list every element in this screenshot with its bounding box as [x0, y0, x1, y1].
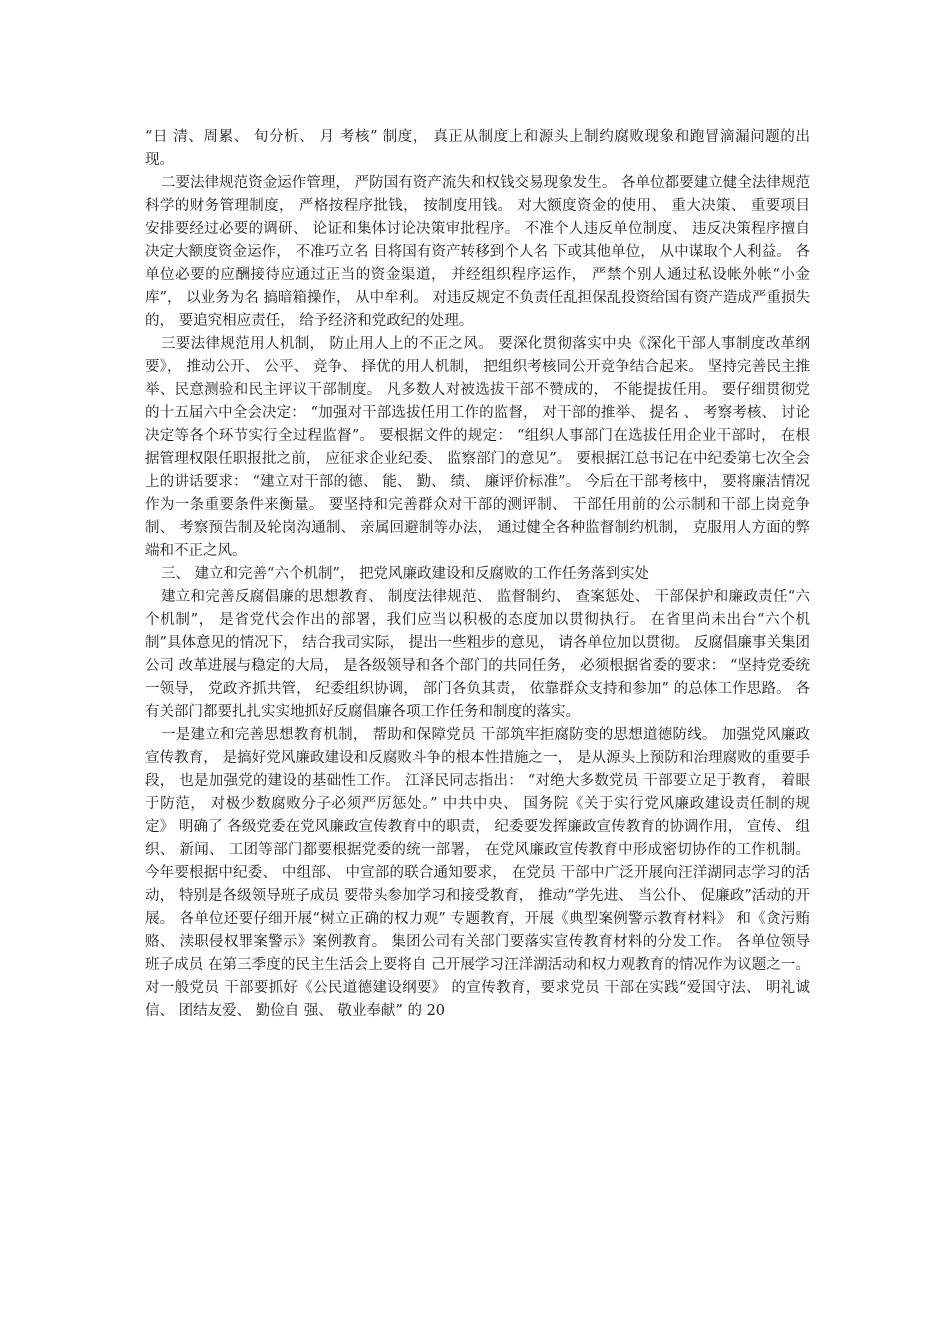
paragraph-six-mechanisms-intro: 建立和完善反腐倡廉的思想教育、 制度法律规范、 监督制约、 查案惩处、 干部保护和廉政责任“六个机制”， 是省党代会作出的部署，我们应当以积极的态度加以贯彻执行。 在省里尚未出台“六个机制”具体意见的情况下， 结合我司实际， 提出一些粗步的意见， 请各单位加以贯彻。 反腐倡廉事关集团公司 改革进展与稳定的大局， 是各级领导和各个部门的共同任务， 必须根据省委的要求： “坚持党委统一领导， 党政齐抓共管， 纪委组织协调， 部门各负其责， 依靠群众支持和参加” 的总体工作思路。 各有关部门都要扎扎实实地抓好反腐倡廉各项工作任务和制度的落实。 — [145, 589, 810, 720]
paragraph-continuation: “日 清、周累、 旬分析、 月 考核” 制度， 真正从制度上和源头上制约腐败现象和跑冒滴漏问题的出现。 — [145, 129, 810, 168]
section-heading-six-mechanisms: 三、 建立和完善“六个机制”， 把党风廉政建设和反腐败的工作任务落到实处 — [160, 566, 649, 582]
document-page — [145, 126, 810, 1023]
paragraph-funds-management: 二要法律规范资金运作管理， 严防国有资产流失和权钱交易现象发生。 各单位都要建立健全法律规范科学的财务管理制度， 严格按程序批钱， 按制度用钱。 对大额度资金的使用、 重大决策、 重要项目 安排要经过必要的调研、 论证和集体讨论决策审批程序。 不准个人违反单位制度、 违反决策程序擅自 决定大额度资金运作， 不准巧立名 目将国有资产转移到个人名 下或其他单位， 从中谋取个人利益。 各单位必要的应酬接待应通过正当的资金渠道， 并经组织程序运作， 严禁个别人通过私设帐外帐“小金库”， 以业务为名 搞暗箱操作， 从中牟利。 对违反规定不负责任乱担保乱投资给国有资产造成严重损失的， 要追究相应责任， 给予经济和党政纪的处理。 — [145, 175, 810, 329]
paragraph-personnel-mechanism: 三要法律规范用人机制， 防止用人上的不正之风。 要深化贯彻落实中央《深化干部人事制度改革纲要》， 推动公开、 公平、 竞争、 择优的用人机制， 把组织考核同公开竞争结合起来。 坚持完善民主推举、民意测验和民主评议干部制度。 凡多数人对被选拔干部不赞成的， 不能提拔任用。 要仔细贯彻党的十五届六中全会决定： “加强对干部选拔任用工作的监督， 对干部的推举、 提名 、 考察考核、 讨论决定等各个环节实行全过程监督”。 要根据文件的规定： “组织人事部门在选拔任用企业干部时， 在根据管理权限任职报批之前， 应征求企业纪委、 监察部门的意见”。 要根据江总书记在中纪委第七次全会上的讲话要求： “建立对干部的德、 能、 勤、 绩、 廉评价标准”。 今后在干部考核中， 要将廉洁情况作为一条重要条件来衡量。 要坚持和完善群众对干部的测评制、 干部任用前的公示制和干部上岗竞争制、 考察预告制及轮岗沟通制、 亲属回避制等办法， 通过健全各种监督制约机制， 克服用人方面的弊端和不正之风。 — [145, 336, 810, 559]
paragraph-education-mechanism: 一是建立和完善思想教育机制， 帮助和保障党员 干部筑牢拒腐防变的思想道德防线。 加强党风廉政宣传教育， 是搞好党风廉政建设和反腐败斗争的根本性措施之一， 是从源头上预防和治理腐败的重要手段， 也是加强党的建设的基础性工作。 江泽民同志指出： “对绝大多数党员 干部要立足于教育， 着眼于防范， 对极少数腐败分子必须严厉惩处。” 中共中央、 国务院《关于实行党风廉政建设责任制的规定》 明确了 各级党委在党风廉政宣传教育中的职责， 纪委要发挥廉政宣传教育的协调作用， 宣传、 组织、 新闻、 工团等部门都要根据党委的统一部署， 在党风廉政宣传教育中形成密切协作的工作机制。 今年要根据中纪委、 中组部、 中宣部的联合通知要求， 在党员 干部中广泛开展向汪洋湖同志学习的活动， 特别是各级领导班子成员 要带头参加学习和接受教育， 推动“学先进、 当公仆、 促廉政”活动的开展。 各单位还要仔细开展“树立正确的权力观” 专题教育，开展《典型案例警示教育材料》 和《贪污贿赂、 渎职侵权罪案警示》案例教育。 集团公司有关部门要落实宣传教育材料的分发工作。 各单位领导班子成员 在第三季度的民主生活会上要将自 己开展学习汪洋湖活动和权力观教育的情况作为议题之一。 对一般党员 干部要抓好《公民道德建设纲要》 的宣传教育，要求党员 干部在实践“爱国守法、 明礼诚信、 团结友爱、 勤俭自 强、 敬业奉献” 的 20 — [145, 727, 810, 1019]
